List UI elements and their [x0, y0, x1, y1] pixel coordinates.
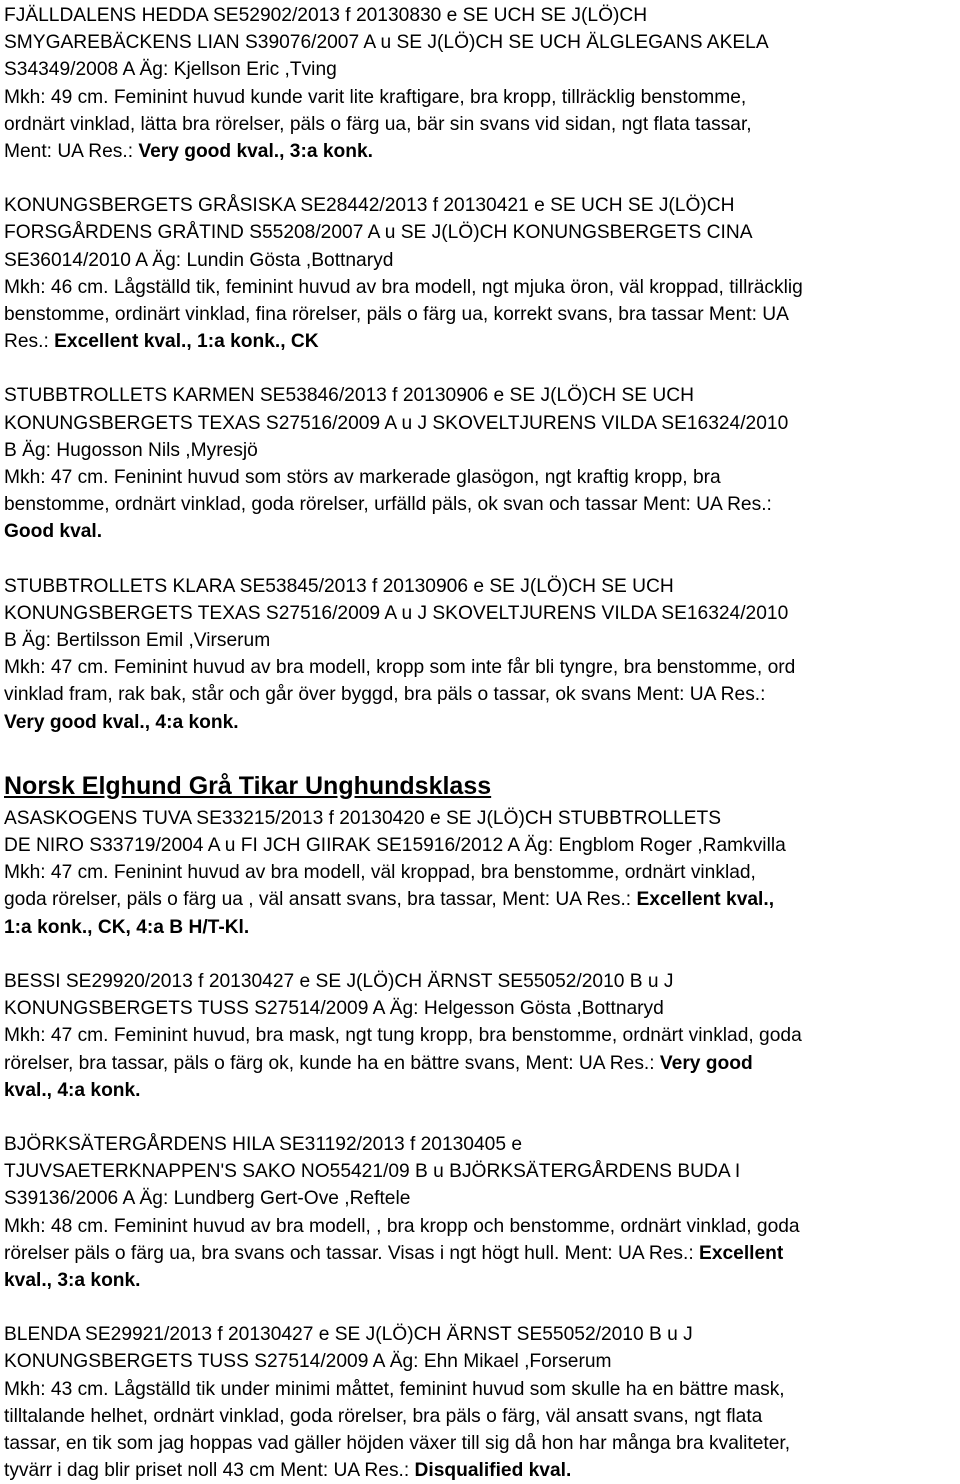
spacer: [4, 941, 956, 968]
dog-entry-tuva: [4, 805, 956, 941]
entry-result: Excellent kval., 1:a konk., CK, 4:a B H/T-Kl.: [4, 889, 775, 938]
dog-entry-bessi: [4, 968, 956, 1104]
spacer: [4, 165, 956, 192]
entry-text: KONUNGSBERGETS GRÅSISKA SE28442/2013 f 20130421 e SE UCH SE J(LÖ)CH FORSGÅRDENS GRÅTIND S55208/2007 A u SE J(LÖ)CH KONUNGSBERGETS CINA SE36014/2010 A Äg: Lundin Gösta ,Bottnaryd Mkh: 46 cm. Lågställd tik, feminint huvud av bra modell, ngt mjuka öron, väl kroppad, tillräcklig benstomme, ordinärt vinklad, fina rörelser, päls o färg ua, korrekt svans, bra tassar Ment: UA Res.:: [4, 195, 803, 353]
entry-text: FJÄLLDALENS HEDDA SE52902/2013 f 20130830 e SE UCH SE J(LÖ)CH SMYGAREBÄCKENS LIAN S39076/2007 A u SE J(LÖ)CH SE UCH ÄLGLEGANS AKELA S34349/2008 A Äg: Kjellson Eric ,Tving Mkh: 49 cm. Feminint huvud kunde varit lite kraftigare, bra kropp, tillräcklig benstomme, ordnärt vinklad, lätta bra rörelser, päls o färg ua, bär sin svans vid sidan, ngt flata tassar, Ment: UA Res.:: [4, 5, 769, 163]
entry-result: Excellent kval., 1:a konk., CK: [54, 331, 319, 353]
entry-result: Excellent kval., 3:a konk.: [4, 1242, 784, 1291]
entry-result: Good kval.: [4, 521, 103, 543]
spacer: [4, 546, 956, 573]
entry-result: Very good kval., 4:a konk.: [4, 1052, 753, 1101]
entry-text: STUBBTROLLETS KARMEN SE53846/2013 f 20130906 e SE J(LÖ)CH SE UCH KONUNGSBERGETS TEXAS S27516/2009 A u J SKOVELTJURENS VILDA SE16324/2010 B Äg: Hugosson Nils ,Myresjö Mkh: 47 cm. Feninint huvud som störs av markerade glasögon, ngt kraftig kropp, bra benstomme, ordnärt vinklad, goda rörelser, urfälld päls, ok svan och tassar Ment: UA Res.:: [4, 385, 789, 516]
entry-result: Very good kval., 4:a konk.: [4, 711, 239, 733]
entry-result: Very good kval., 3:a konk.: [138, 141, 373, 163]
spacer: [4, 736, 956, 763]
entry-text: BLENDA SE29921/2013 f 20130427 e SE J(LÖ)CH ÄRNST SE55052/2010 B u J KONUNGSBERGETS TUSS S27514/2009 A Äg: Ehn Mikael ,Forserum Mkh: 43 cm. Lågställd tik under minimi måttet, feminint huvud som skulle ha en bättre mask, tilltalande helhet, ordnärt vinklad, goda rörelser, bra päls o färg, väl ansatt svans, ngt flata tassar, en tik som jag hoppas vad gäller höjden växer till sig då hon har många bra kvaliteter, tyvärr i dag blir priset noll 43 cm Ment: UA Res.:: [4, 1324, 791, 1482]
dog-entry-karmen: [4, 382, 956, 545]
dog-entry-grasiska: [4, 192, 956, 355]
entry-text: BJÖRKSÄTERGÅRDENS HILA SE31192/2013 f 20130405 e TJUVSAETERKNAPPEN'S SAKO NO55421/09 B u BJÖRKSÄTERGÅRDENS BUDA I S39136/2006 A Äg: Lundberg Gert-Ove ,Reftele Mkh: 48 cm. Feminint huvud av bra modell, , bra kropp och benstomme, ordnärt vinklad, goda rörelser päls o färg ua, bra svans och tassar. Visas i ngt högt hull. Ment: UA Res.:: [4, 1133, 800, 1264]
spacer: [4, 1104, 956, 1131]
dog-entry-hedda: [4, 2, 956, 165]
section-heading: Norsk Elghund Grå Tikar Unghundsklass: [4, 771, 492, 800]
dog-entry-hila: [4, 1131, 956, 1294]
entry-text: ASASKOGENS TUVA SE33215/2013 f 20130420 e SE J(LÖ)CH STUBBTROLLETS DE NIRO S33719/2004 A u FI JCH GIIRAK SE15916/2012 A Äg: Engblom Roger ,Ramkvilla Mkh: 47 cm. Feninint huvud av bra modell, väl kroppad, bra benstomme, ordnärt vinklad, goda rörelser, päls o färg ua , väl ansatt svans, bra tassar, Ment: UA Res.:: [4, 807, 786, 911]
document-page: [4, 2, 956, 1484]
entry-text: STUBBTROLLETS KLARA SE53845/2013 f 20130906 e SE J(LÖ)CH SE UCH KONUNGSBERGETS TEXAS S27516/2009 A u J SKOVELTJURENS VILDA SE16324/2010 B Äg: Bertilsson Emil ,Virserum Mkh: 47 cm. Feminint huvud av bra modell, kropp som inte får bli tyngre, bra benstomme, ord vinklad fram, rak bak, står och går över byggd, bra päls o tassar, ok svans Ment: UA Res.:: [4, 575, 796, 706]
spacer: [4, 355, 956, 382]
dog-entry-blenda: [4, 1321, 956, 1484]
dog-entry-klara: [4, 573, 956, 736]
spacer: [4, 1294, 956, 1321]
entry-result: Disqualified kval.: [414, 1460, 572, 1482]
entry-text: BESSI SE29920/2013 f 20130427 e SE J(LÖ)CH ÄRNST SE55052/2010 B u J KONUNGSBERGETS TUSS S27514/2009 A Äg: Helgesson Gösta ,Bottnaryd Mkh: 47 cm. Feminint huvud, bra mask, ngt tung kropp, bra benstomme, ordnärt vinklad, goda rörelser, bra tassar, päls o färg ok, kunde ha en bättre svans, Ment: UA Res.:: [4, 970, 802, 1074]
